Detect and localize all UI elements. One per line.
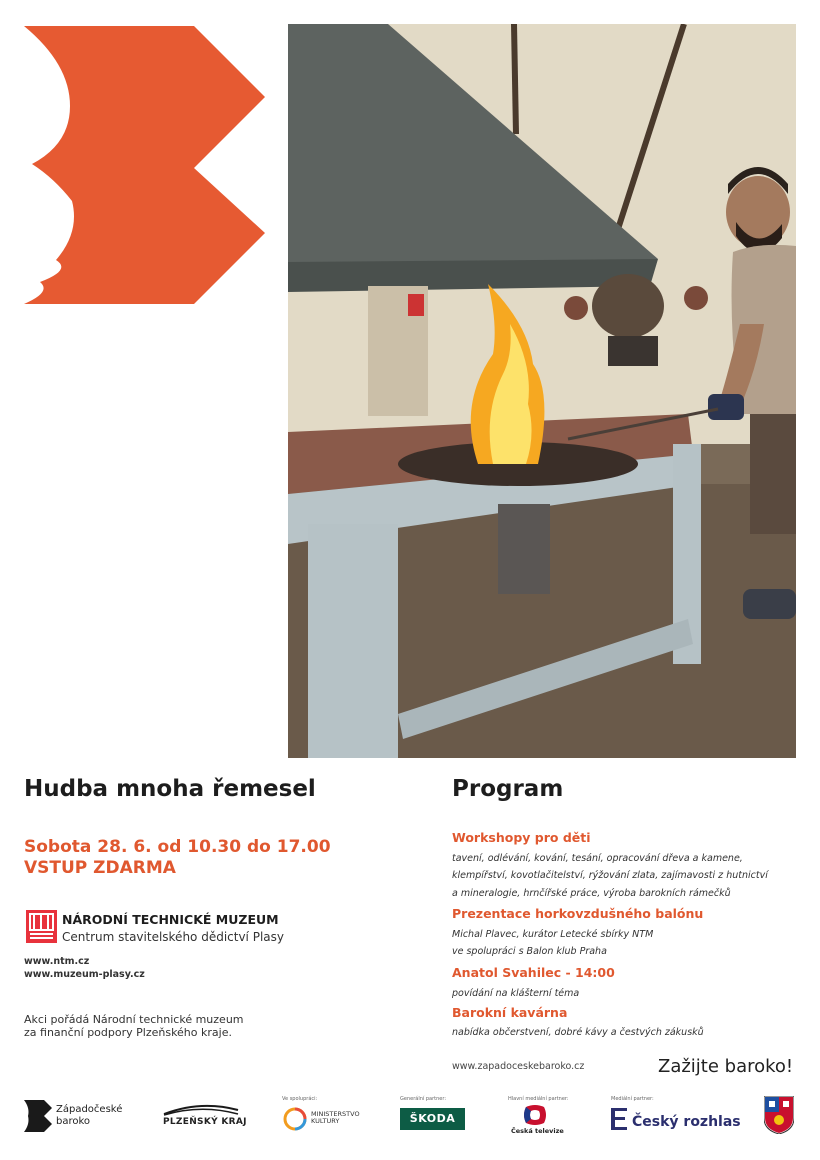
organizer-note-line-2: za finanční podpory Plzeňského kraje. xyxy=(24,1026,232,1039)
program-heading-cafe: Barokní kavárna xyxy=(452,1005,568,1020)
ceska-televize-label: Česká televize xyxy=(511,1127,564,1135)
program-line: Michal Plavec, kurátor Letecké sbírky NTM xyxy=(452,929,654,940)
program-line: klempířství, kovotlačitelství, rýžování zlata, zajímavosti z hutnictví xyxy=(452,870,768,881)
link-ntm[interactable]: www.ntm.cz xyxy=(24,956,90,967)
event-title: Hudba mnoha řemesel xyxy=(24,776,316,802)
zapadoceske-baroko-label xyxy=(56,1104,122,1128)
event-entry: VSTUP ZDARMA xyxy=(24,858,176,878)
link-zapadoceskebaroko[interactable]: www.zapadoceskebaroko.cz xyxy=(452,1061,585,1072)
label-media-partner: Mediální partner: xyxy=(611,1096,654,1102)
zb-line-2: baroko xyxy=(56,1116,91,1127)
plasy-coat-of-arms-icon xyxy=(764,1096,794,1134)
event-date: Sobota 28. 6. od 10.30 do 17.00 xyxy=(24,837,331,857)
link-muzeum-plasy[interactable]: www.muzeum-plasy.cz xyxy=(24,969,145,980)
cesky-rozhlas-label: Český rozhlas xyxy=(632,1114,741,1130)
ntm-name: NÁRODNÍ TECHNICKÉ MUZEUM xyxy=(62,912,279,927)
forge-photo xyxy=(288,24,796,758)
program-line: povídání na klášterní téma xyxy=(452,988,580,999)
program-line: tavení, odlévání, kování, tesání, opracování dřeva a kamene, xyxy=(452,853,743,864)
label-main-media-partner: Hlavní mediální partner: xyxy=(508,1096,569,1102)
ntm-logo xyxy=(26,910,57,943)
program-line: a mineralogie, hrnčířské práce, výroba barokních rámečků xyxy=(452,888,731,899)
slogan: Zažijte baroko! xyxy=(658,1056,794,1077)
ntm-subtitle: Centrum stavitelského dědictví Plasy xyxy=(62,930,284,944)
ceska-televize-logo-icon xyxy=(522,1105,548,1125)
mk-line-1: MINISTERSTVO xyxy=(311,1110,360,1118)
program-heading-talk: Anatol Svahilec - 14:00 xyxy=(452,965,615,980)
ntm-emblem-icon xyxy=(26,910,57,943)
program-title: Program xyxy=(452,776,564,802)
ministry-of-culture-logo-icon xyxy=(282,1106,308,1132)
organizer-note-line-1: Akci pořádá Národní technické muzeum xyxy=(24,1013,244,1026)
program-line: nabídka občerstvení, dobré kávy a čestvých zákusků xyxy=(452,1027,704,1038)
zb-line-1: Západočeské xyxy=(56,1104,123,1115)
plzensky-kraj-label: PLZEŇSKÝ KRAJ xyxy=(163,1117,247,1127)
zapadoceske-baroko-logo xyxy=(24,26,266,304)
cesky-rozhlas-logo-icon xyxy=(611,1108,629,1130)
program-heading-workshops: Workshopy pro děti xyxy=(452,830,591,845)
mk-line-2: KULTURY xyxy=(311,1117,340,1125)
program-line: ve spolupráci s Balon klub Praha xyxy=(452,946,607,957)
skoda-logo: ŠKODA xyxy=(400,1108,465,1130)
plzensky-kraj-logo xyxy=(162,1102,240,1116)
ministry-of-culture-label xyxy=(311,1111,360,1125)
program-heading-balloon: Prezentace horkovzdušného balónu xyxy=(452,906,704,921)
label-coop: Ve spolupráci: xyxy=(282,1096,318,1102)
zapadoceske-baroko-small-logo xyxy=(24,1100,52,1132)
label-general-partner: Generální partner: xyxy=(400,1096,447,1102)
